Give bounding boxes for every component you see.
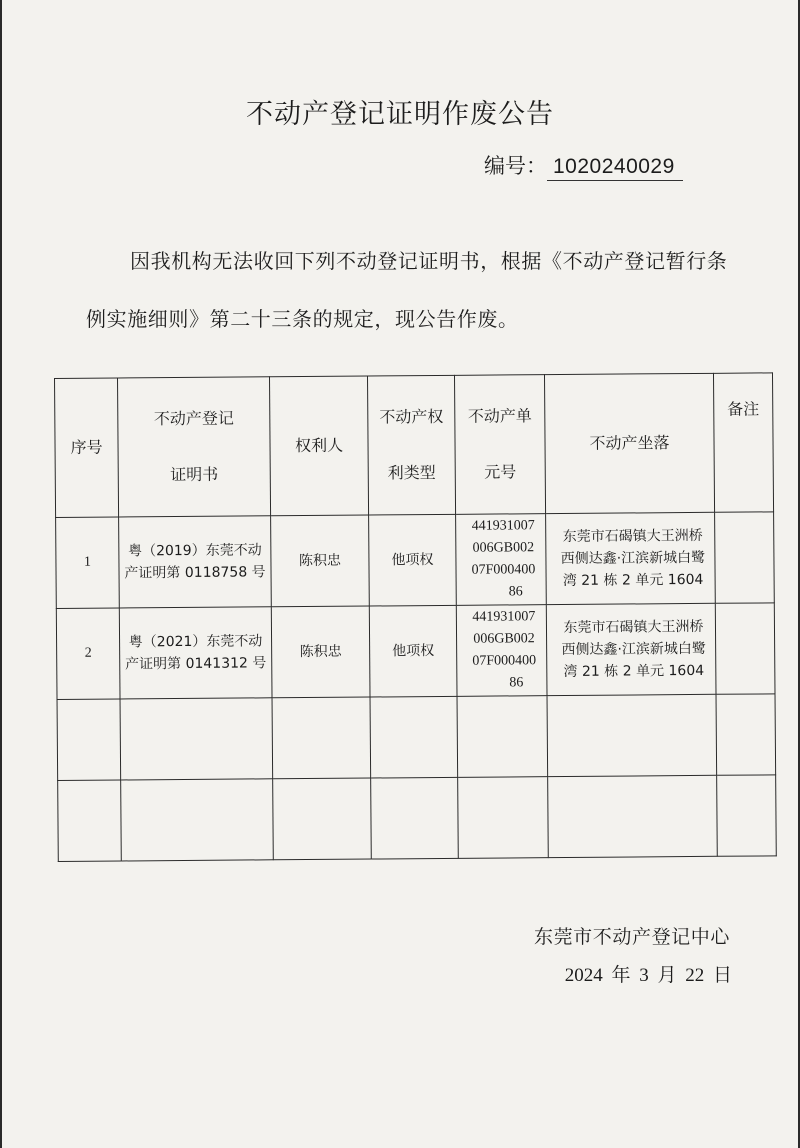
row-certificate bbox=[119, 516, 272, 608]
header-right-type-line2: 利类型 bbox=[387, 463, 436, 483]
row-remark bbox=[715, 512, 775, 603]
row-holder: 陈积忠 bbox=[271, 515, 370, 607]
void-certificate-table bbox=[54, 372, 777, 862]
header-certificate bbox=[118, 377, 271, 517]
header-right-type-line1: 不动产权 bbox=[379, 406, 444, 427]
row-unit-number-line3: 07F000400 bbox=[472, 653, 537, 669]
row-unit-number-line2: 006GB002 bbox=[473, 631, 535, 647]
header-unit-number-line2: 元号 bbox=[484, 462, 517, 482]
row-certificate-line2: 产证明第 0141312 号 bbox=[125, 655, 267, 673]
row-unit-number bbox=[456, 605, 547, 697]
row-right-type: 他项权 bbox=[369, 514, 457, 606]
scan-edge-left bbox=[0, 0, 2, 1148]
table-row-empty bbox=[58, 775, 777, 862]
row-certificate bbox=[119, 607, 272, 699]
row-unit-number bbox=[456, 514, 547, 606]
row-certificate-line1: 粤（2019）东莞不动 bbox=[127, 542, 262, 560]
row-location-line3: 湾 21 栋 2 单元 1604 bbox=[563, 662, 705, 681]
document-number bbox=[484, 150, 683, 181]
header-remark: 备注 bbox=[713, 373, 773, 512]
announcement-body: 因我机构无法收回下列不动登记证明书，根据《不动产登记暂行条例实施细则》第二十三条的规定，现公告作废。 bbox=[86, 249, 728, 331]
document-number-value: 1020240029 bbox=[547, 155, 683, 181]
row-serial: 1 bbox=[56, 517, 120, 608]
header-certificate-line1: 不动产登记 bbox=[153, 408, 234, 429]
row-location-line2: 西侧达鑫·江滨新城白鹭 bbox=[560, 549, 706, 568]
table-header-row bbox=[55, 373, 774, 518]
row-unit-number-line4: 86 bbox=[509, 675, 524, 691]
row-unit-number-line2: 006GB002 bbox=[472, 540, 535, 556]
header-unit-number bbox=[454, 375, 545, 515]
header-serial: 序号 bbox=[55, 378, 119, 517]
table-row bbox=[56, 512, 775, 609]
row-location-line3: 湾 21 栋 2 单元 1604 bbox=[562, 571, 704, 590]
header-holder: 权利人 bbox=[269, 376, 368, 516]
row-holder: 陈积忠 bbox=[271, 606, 370, 698]
row-location bbox=[546, 512, 716, 604]
table-row-empty bbox=[57, 694, 776, 781]
row-right-type: 他项权 bbox=[369, 605, 457, 697]
row-unit-number-line3: 07F000400 bbox=[471, 562, 536, 578]
row-unit-number-line4: 86 bbox=[508, 584, 523, 600]
signature-organization: 东莞市不动产登记中心 bbox=[533, 926, 730, 948]
row-location-line2: 西侧达鑫·江滨新城白鹭 bbox=[561, 640, 706, 659]
row-certificate-line1: 粤（2021）东莞不动 bbox=[128, 633, 263, 651]
header-unit-number-line1: 不动产单 bbox=[467, 406, 532, 426]
header-right-type bbox=[367, 375, 455, 515]
table-row bbox=[56, 603, 775, 700]
header-location: 不动产坐落 bbox=[544, 373, 714, 513]
row-location bbox=[546, 603, 716, 695]
row-unit-number-line1: 441931007 bbox=[472, 609, 536, 625]
document-number-label: 编号： bbox=[484, 154, 547, 178]
row-unit-number-line1: 441931007 bbox=[471, 518, 535, 534]
document-title: 不动产登记证明作废公告 bbox=[246, 99, 554, 130]
header-certificate-line2: 证明书 bbox=[170, 464, 219, 485]
row-serial: 2 bbox=[56, 608, 120, 699]
row-remark bbox=[715, 603, 775, 694]
signature-date: 2024 年 3 月 22 日 bbox=[564, 965, 732, 986]
row-location-line1: 东莞市石碣镇大王洲桥 bbox=[562, 527, 703, 546]
row-certificate-line2: 产证明第 0118758 号 bbox=[124, 564, 266, 582]
row-location-line1: 东莞市石碣镇大王洲桥 bbox=[563, 618, 704, 637]
